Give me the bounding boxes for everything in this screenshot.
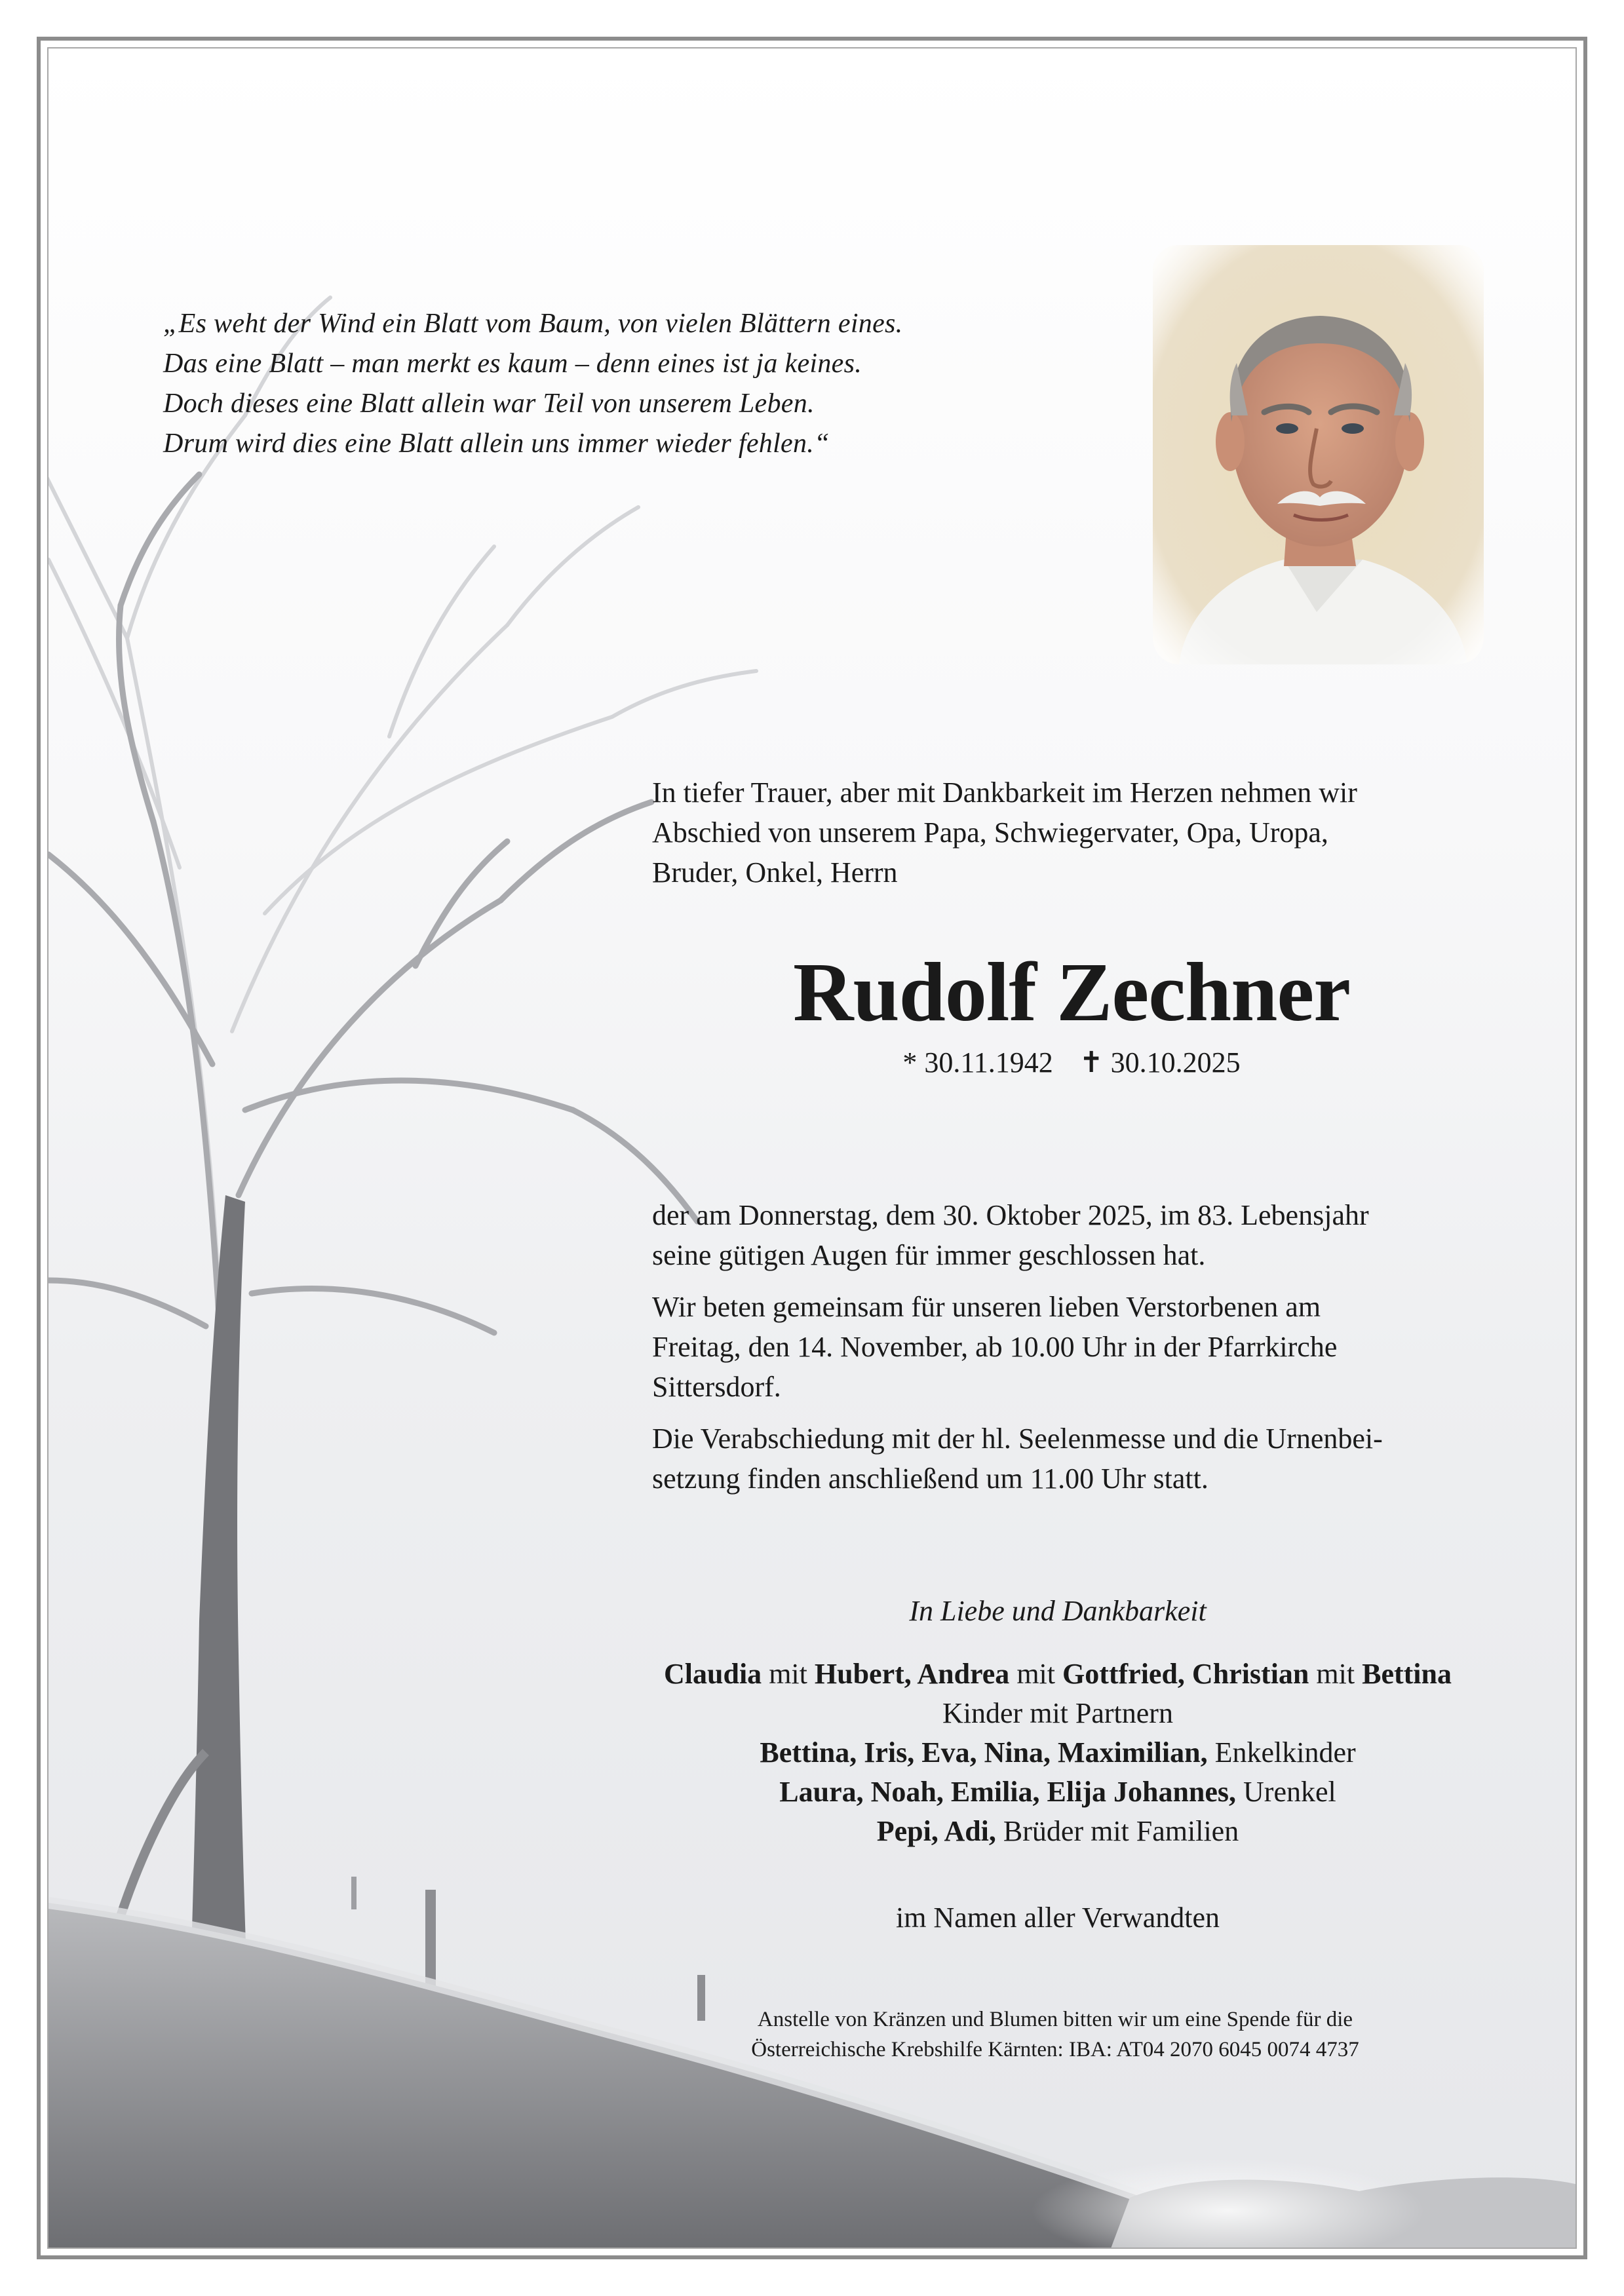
- mourner-name: Gottfried, Christian: [1062, 1658, 1309, 1690]
- mourner-names: Pepi, Adi,: [876, 1815, 996, 1847]
- body-line: Freitag, den 14. November, ab 10.00 Uhr in der Pfarrkirche: [652, 1331, 1338, 1363]
- farewell-paragraph: [652, 1419, 1517, 1499]
- closing-greeting: In Liebe und Dankbarkeit: [909, 1595, 1207, 1627]
- children-role: Kinder mit Partnern: [942, 1697, 1173, 1729]
- mourners-block: [560, 1592, 1556, 1938]
- body-line: Sittersdorf.: [652, 1371, 781, 1403]
- connector-text: mit: [762, 1658, 815, 1690]
- intro-line: In tiefer Trauer, aber mit Dankbarkeit im Herzen nehmen wir: [652, 776, 1357, 809]
- body-line: Wir beten gemeinsam für unseren lieben Verstorbenen am: [652, 1291, 1321, 1323]
- grandchildren-line: [560, 1733, 1556, 1772]
- life-dates: [652, 1043, 1491, 1082]
- note-line: Österreichische Krebshilfe Kärnten: IBA: AT04 2070 6045 0074 4737: [751, 2038, 1359, 2061]
- prayer-paragraph: [652, 1287, 1517, 1407]
- mourner-name: Bettina: [1362, 1658, 1452, 1690]
- donation-note: [652, 2004, 1458, 2065]
- relation-label: Brüder mit Familien: [996, 1815, 1239, 1847]
- children-line: [560, 1655, 1556, 1694]
- connector-text: mit: [1009, 1658, 1062, 1690]
- mourner-names: Bettina, Iris, Eva, Nina, Maximilian,: [760, 1736, 1208, 1769]
- body-line: setzung finden anschließend um 11.00 Uhr statt.: [652, 1463, 1208, 1495]
- intro-text: [652, 773, 1504, 892]
- great-grandchildren-line: [560, 1772, 1556, 1812]
- portrait-photo: [1153, 245, 1484, 664]
- note-line: Anstelle von Kränzen und Blumen bitten wir um eine Spende für die: [757, 2008, 1353, 2031]
- quote-line: Drum wird dies eine Blatt allein uns immer wieder fehlen.“: [163, 429, 830, 459]
- body-line: seine gütigen Augen für immer geschlossen hat.: [652, 1239, 1206, 1271]
- tree-crown: [48, 474, 697, 1425]
- birth-date: * 30.11.1942: [902, 1046, 1053, 1079]
- body-line: der am Donnerstag, dem 30. Oktober 2025, im 83. Lebensjahr: [652, 1199, 1369, 1231]
- intro-line: Bruder, Onkel, Herrn: [652, 856, 898, 889]
- mourner-name: Hubert, Andrea: [814, 1658, 1010, 1690]
- body-line: Die Verabschiedung mit der hl. Seelenmesse und die Urnenbei-: [652, 1423, 1383, 1455]
- relation-label: Urenkel: [1236, 1776, 1336, 1808]
- mourner-names: Laura, Noah, Emilia, Elija Johannes,: [779, 1776, 1237, 1808]
- relation-label: Enkelkinder: [1207, 1736, 1356, 1769]
- death-paragraph: [652, 1195, 1517, 1275]
- quote-line: „Es weht der Wind ein Blatt vom Baum, von vielen Blättern eines.: [163, 309, 903, 339]
- mourner-name: Claudia: [664, 1658, 762, 1690]
- quote-line: Doch dieses eine Blatt allein war Teil von unserem Leben.: [163, 389, 815, 419]
- relatives-line: im Namen aller Verwandten: [895, 1902, 1220, 1934]
- connector-text: mit: [1309, 1658, 1363, 1690]
- brothers-line: [560, 1812, 1556, 1851]
- quote-line: Das eine Blatt – man merkt es kaum – denn eines ist ja keines.: [163, 349, 862, 379]
- snowy-hill: [48, 1903, 1163, 2249]
- death-date: ✝ 30.10.2025: [1079, 1046, 1241, 1079]
- intro-line: Abschied von unserem Papa, Schwiegervater, Opa, Uropa,: [652, 816, 1328, 849]
- announcement-body: [652, 1195, 1517, 1510]
- deceased-name: Rudolf Zechner: [793, 946, 1350, 1039]
- card-panel: [47, 47, 1577, 2249]
- fence-post: [351, 1877, 357, 1909]
- poem-quote: [163, 304, 1146, 464]
